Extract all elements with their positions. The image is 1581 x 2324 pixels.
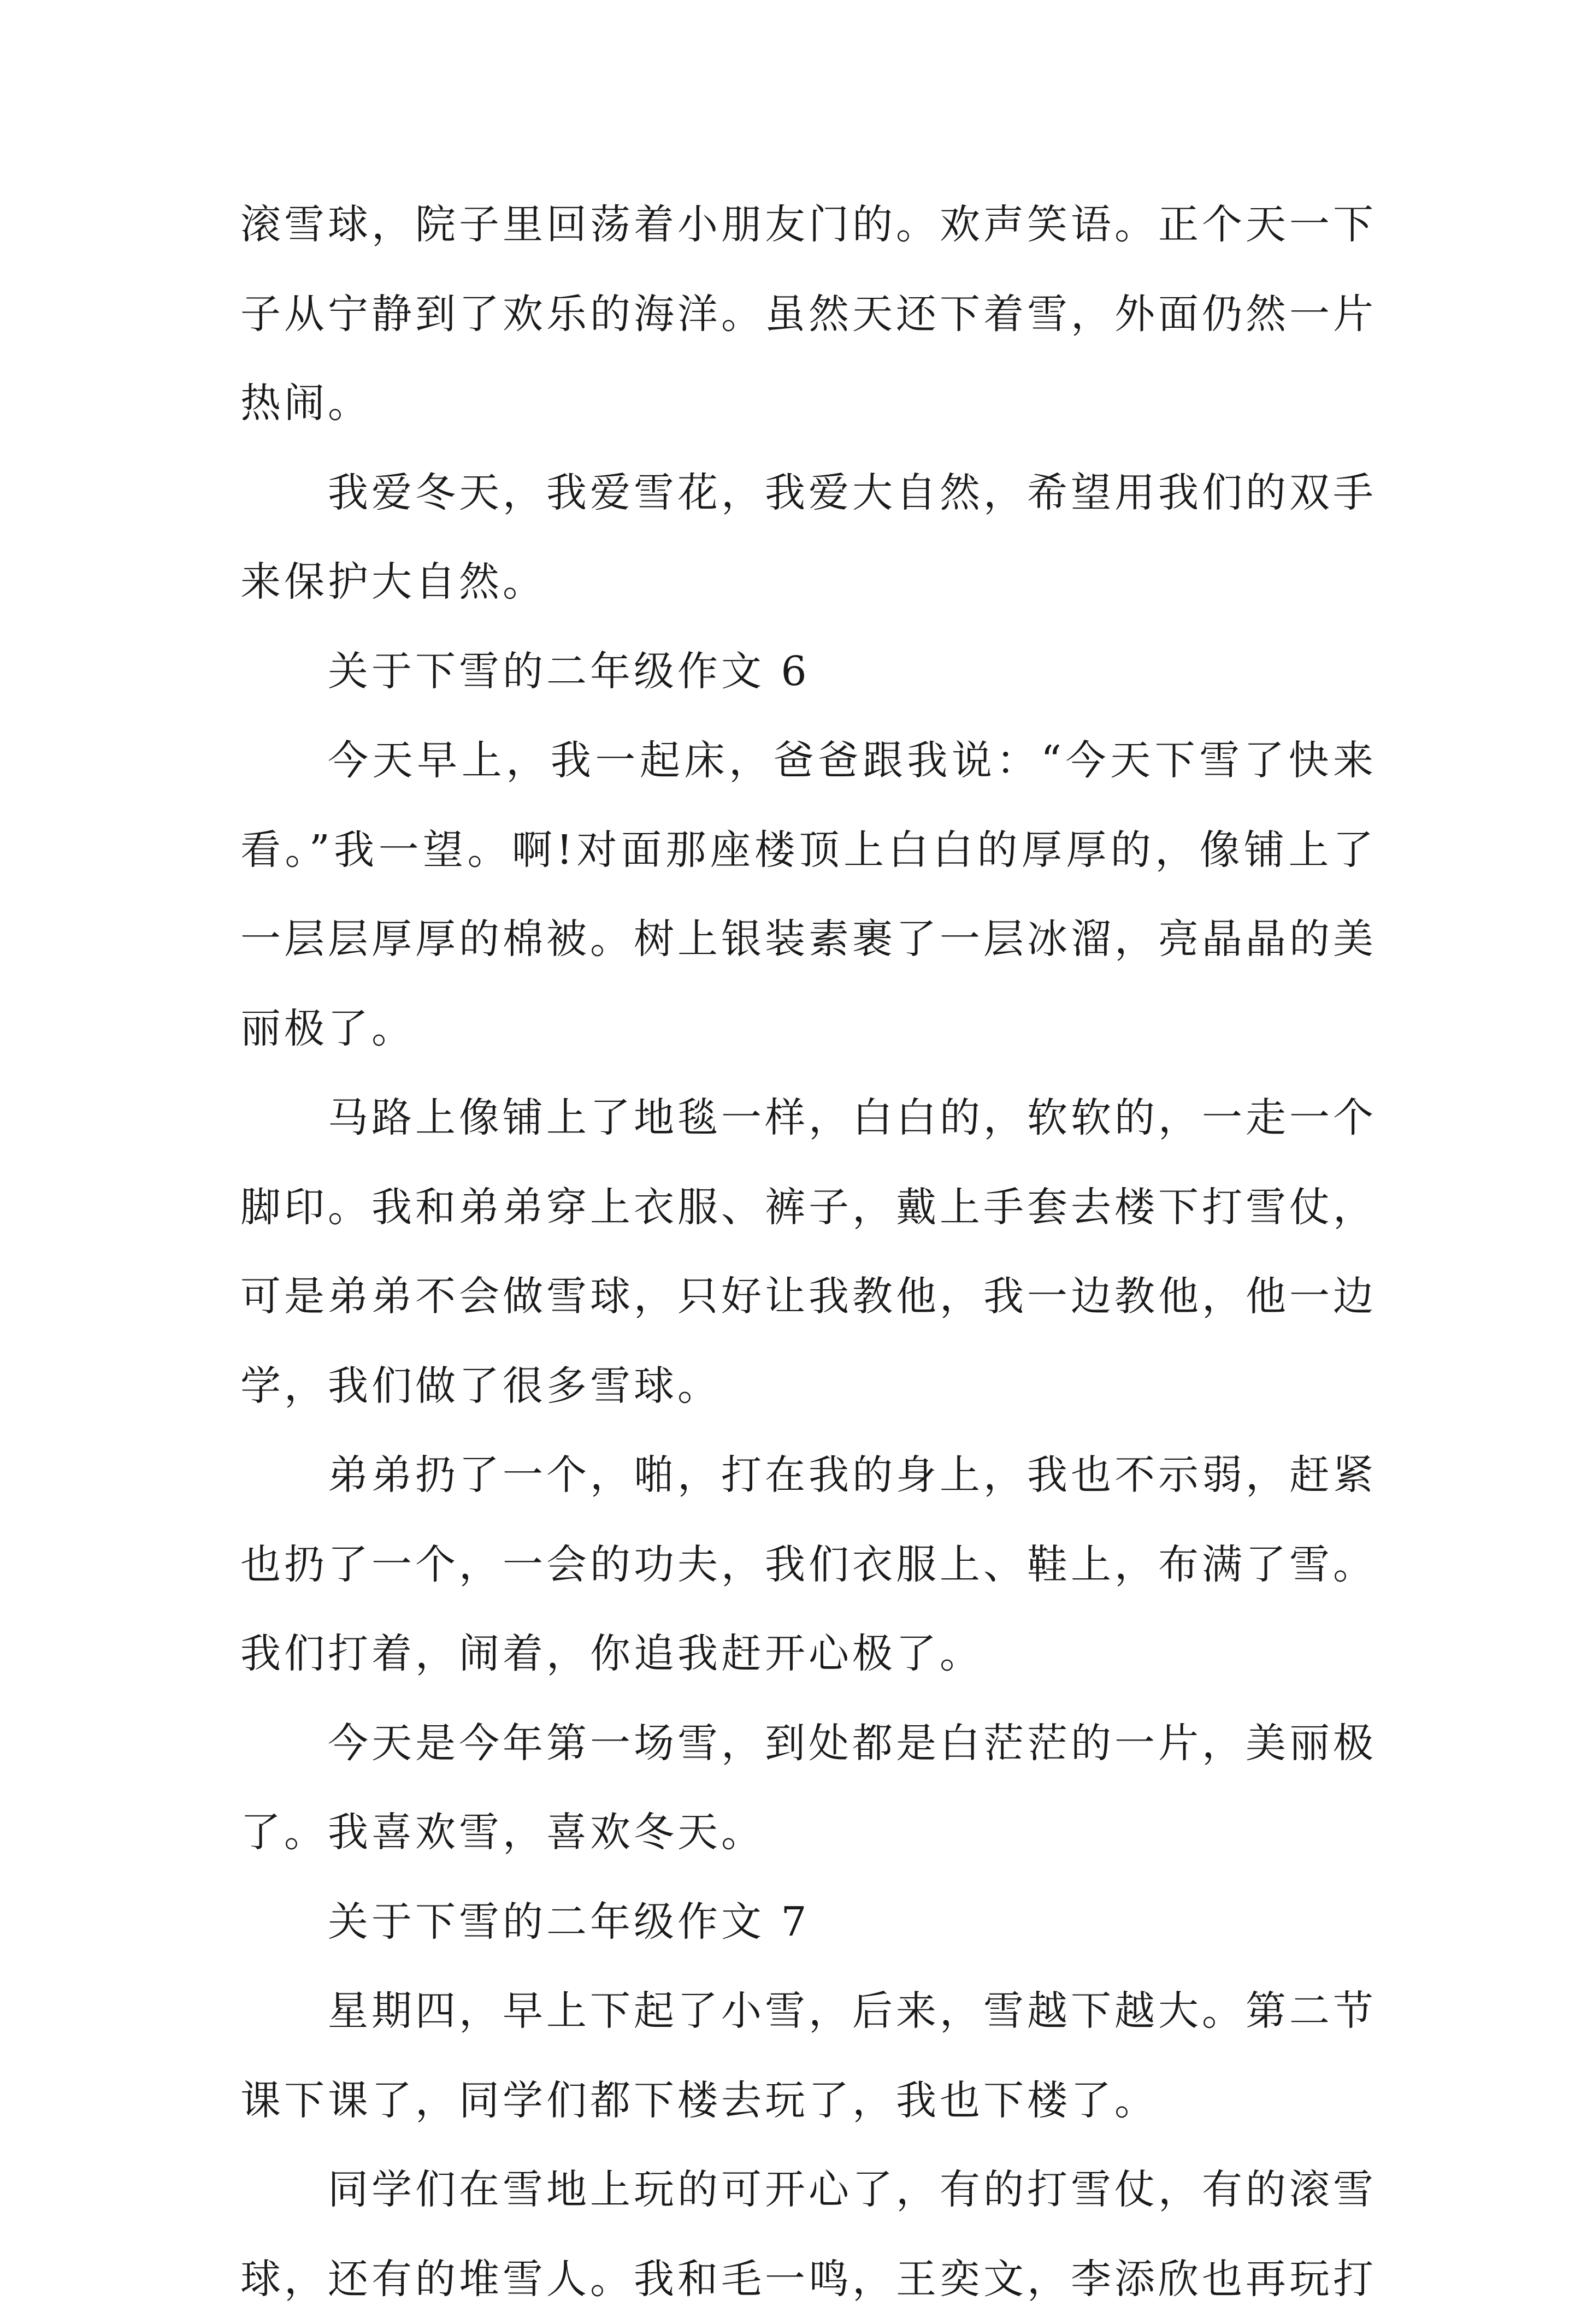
paragraph: 我爱冬天，我爱雪花，我爱大自然，希望用我们的双手来保护大自然。: [240, 469, 1377, 605]
paragraph: 星期四，早上下起了小雪，后来，雪越下越大。第二节课下课了，同学们都下楼去玩了，我也下楼了。: [240, 1987, 1377, 2124]
section-heading-7: 关于下雪的二年级作文 7: [328, 1898, 810, 1945]
paragraph-continuation: 滚雪球，院子里回荡着小朋友门的。欢声笑语。正个天一下子从宁静到了欢乐的海洋。虽然天还下着雪，外面仍然一片热闹。: [240, 201, 1377, 427]
paragraph: 今天早上，我一起床，爸爸跟我说：“今天下雪了快来看。”我一望。啊!对面那座楼顶上白白的厚厚的，像铺上了一层层厚厚的棉被。树上银装素裹了一层冰溜，亮晶晶的美丽极了。: [240, 737, 1377, 1052]
paragraph: 今天是今年第一场雪，到处都是白茫茫的一片，美丽极了。我喜欢雪，喜欢冬天。: [240, 1719, 1377, 1856]
paragraph: 马路上像铺上了地毯一样，白白的，软软的，一走一个脚印。我和弟弟穿上衣服、裤子，戴上手套去楼下打雪仗，可是弟弟不会做雪球，只好让我教他，我一边教他，他一边学，我们做了很多雪球。: [240, 1094, 1377, 1409]
document-body: [240, 180, 1377, 2324]
paragraph: 弟弟扔了一个，啪，打在我的身上，我也不示弱，赶紧也扔了一个，一会的功夫，我们衣服上、鞋上，布满了雪。我们打着，闹着，你追我赶开心极了。: [240, 1452, 1377, 1677]
paragraph: 同学们在雪地上玩的可开心了，有的打雪仗，有的滚雪球，还有的堆雪人。我和毛一鸣，王奕文，李添欣也再玩打: [240, 2166, 1377, 2303]
section-heading-6: 关于下雪的二年级作文 6: [328, 647, 810, 695]
